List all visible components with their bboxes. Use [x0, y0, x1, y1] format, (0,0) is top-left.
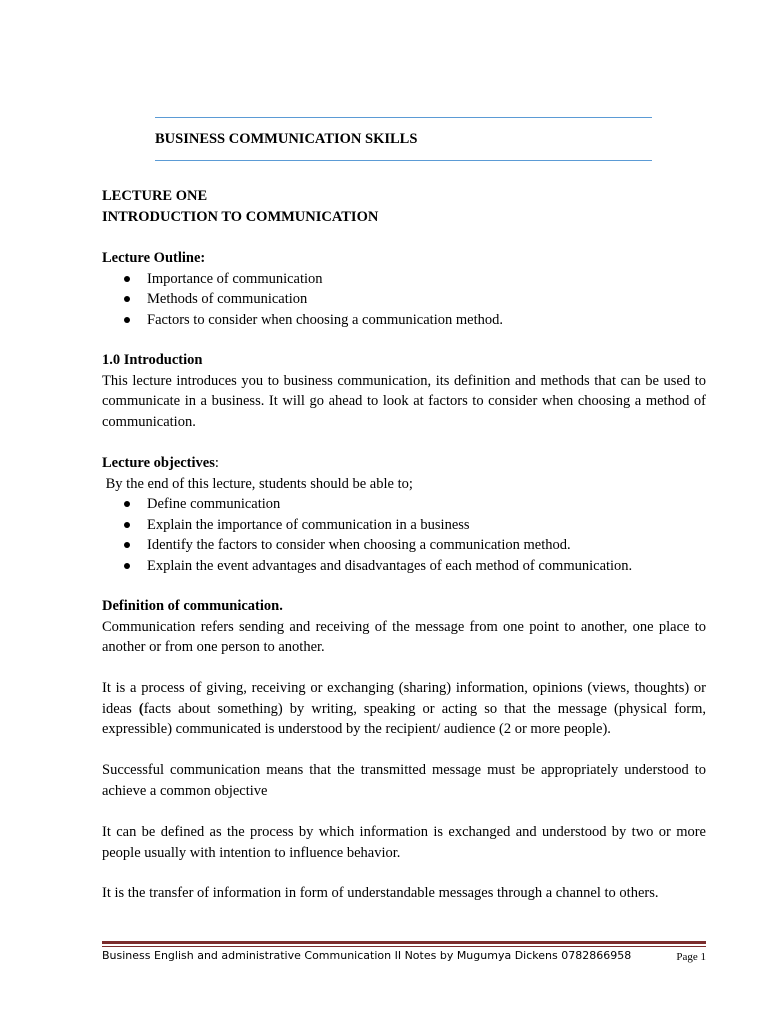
- definition-heading: Definition of communication.: [102, 598, 283, 614]
- list-item: Factors to consider when choosing a communication method.: [102, 310, 706, 331]
- p2-bold-paren: (: [138, 700, 144, 717]
- lecture-heading: [102, 186, 706, 227]
- objectives-heading-text: Lecture objectives: [102, 455, 215, 471]
- lecture-outline: [102, 248, 706, 330]
- list-item: Define communication: [102, 494, 706, 515]
- intro-paragraph: This lecture introduces you to business communication, its definition and methods that can be used to communicate in a business. It will go ahead to look at factors to consider when choosing a method of communication.: [102, 372, 706, 430]
- definition-paragraph-4: It can be defined as the process by which information is exchanged and understood by two or more people usually with intention to influence behavior.: [102, 824, 706, 861]
- p2-part-b: facts about something) by writing, speaking or acting so that the message (physical form, expressible) communicated is understood by the recipient/ audience (2 or more people).: [102, 700, 706, 737]
- definition-paragraph-2: [102, 678, 706, 740]
- list-item: Methods of communication: [102, 289, 706, 310]
- p2-part-a: It is a process of giving, receiving or exchanging (sharing) information, opinions (views, thoughts) or ideas: [102, 680, 706, 717]
- header-top-rule: [155, 117, 652, 118]
- outline-heading: Lecture Outline:: [102, 250, 206, 266]
- objectives-heading-colon: :: [214, 455, 219, 471]
- introduction-section: [102, 350, 706, 432]
- objectives-heading: [102, 453, 706, 474]
- definition-paragraph-5: It is the transfer of information in form of understandable messages through a channel to others.: [102, 885, 659, 901]
- definition-paragraph-3: Successful communication means that the transmitted message must be appropriately understood to achieve a common objective: [102, 762, 706, 799]
- objectives-section: [102, 453, 706, 576]
- list-item: Importance of communication: [102, 269, 706, 290]
- footer-rule-thick: [102, 941, 706, 944]
- footer-text: Business English and administrative Communication II Notes by Mugumya Dickens 0782866958: [102, 949, 632, 962]
- list-item: Identify the factors to consider when choosing a communication method.: [102, 535, 706, 556]
- intro-heading: 1.0 Introduction: [102, 352, 203, 368]
- objectives-list: [102, 494, 706, 576]
- outline-list: [102, 269, 706, 331]
- definition-section: [102, 596, 706, 658]
- objectives-lead: By the end of this lecture, students should be able to;: [102, 475, 413, 492]
- list-item: Explain the importance of communication in a business: [102, 515, 706, 536]
- list-item: Explain the event advantages and disadvantages of each method of communication.: [102, 556, 706, 577]
- header-bottom-rule: [155, 160, 652, 161]
- lecture-title: INTRODUCTION TO COMMUNICATION: [102, 208, 379, 225]
- lecture-number: LECTURE ONE: [102, 188, 208, 204]
- footer-rule-thin: [102, 946, 706, 947]
- course-title: BUSINESS COMMUNICATION SKILLS: [155, 131, 418, 147]
- definition-paragraph-1: Communication refers sending and receiving of the message from one point to another, one place to another or from one person to another.: [102, 618, 706, 655]
- page-number: Page 1: [676, 951, 706, 963]
